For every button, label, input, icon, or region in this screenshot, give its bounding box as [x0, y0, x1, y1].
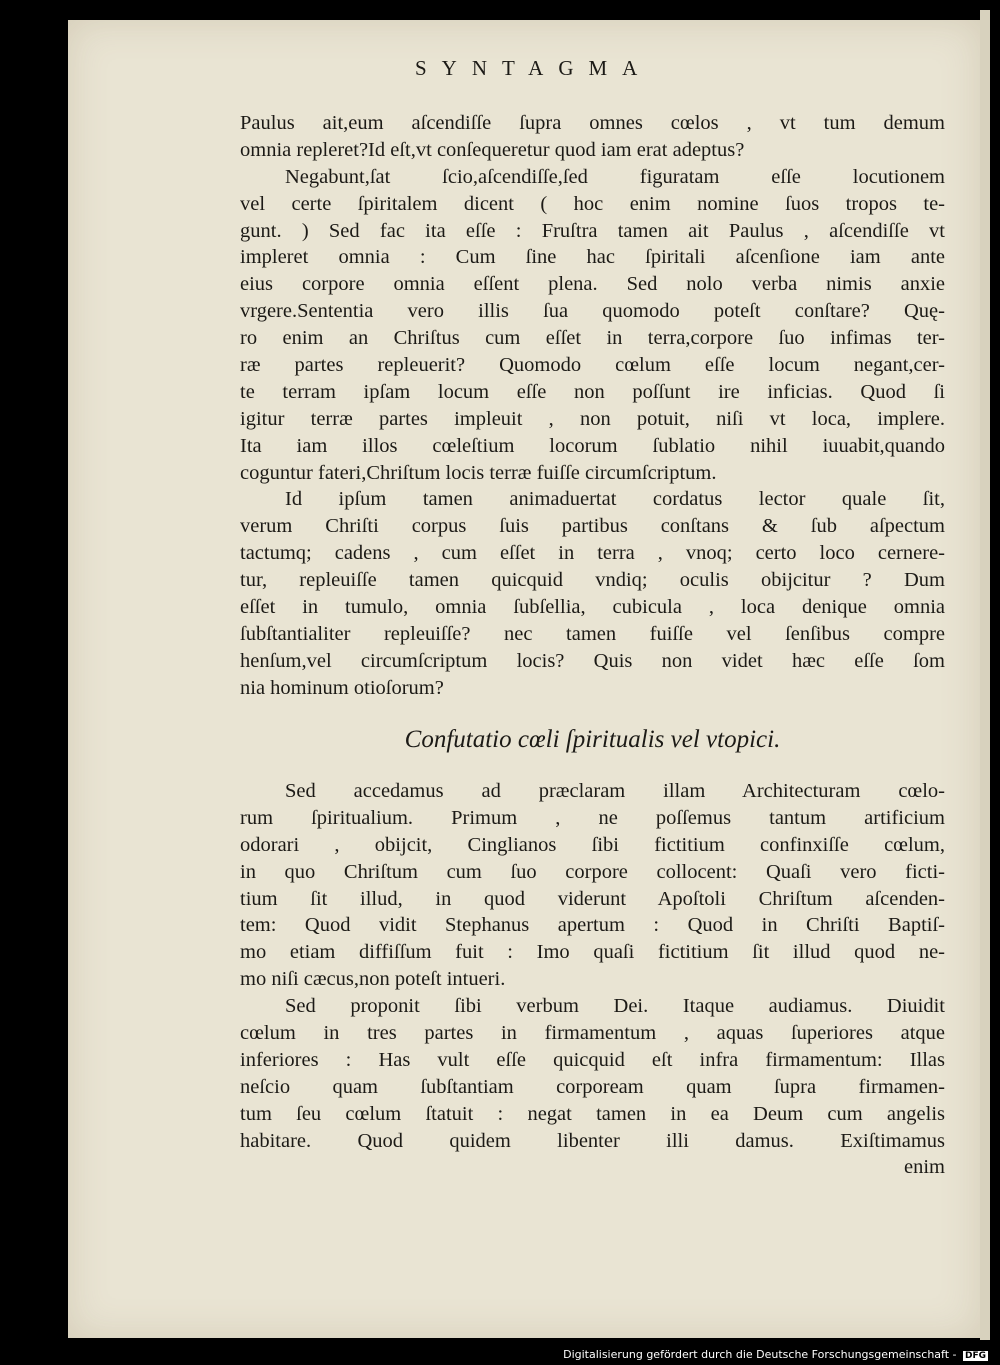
text-line: ſubſtantialiter repleuiſſe? nec tamen fuiſſe vel ſenſibus compre	[240, 622, 945, 645]
text-line: Id ipſum tamen animaduertat cordatus lector quale ſit,	[285, 488, 945, 511]
paragraph-block-1	[240, 110, 945, 702]
text-line: impleret omnia : Cum ſine hac ſpiritali aſcenſione iam ante	[240, 246, 945, 269]
footer-text: Digitalisierung gefördert durch die Deutsche Forschungsgemeinschaft -	[563, 1348, 957, 1361]
text-line: neſcio quam ſubſtantiam corpoream quam ſupra firmamen-	[240, 1075, 945, 1098]
text-line: ræ partes repleuerit? Quomodo cœlum eſſe locum negant,cer-	[240, 354, 945, 377]
text-line: eius corpore omnia eſſent plena. Sed nolo verba nimis anxie	[240, 273, 945, 296]
text-line: tium ſit illud, in quod viderunt Apoſtoli Chriſtum aſcenden-	[240, 887, 945, 910]
text-line: ro enim an Chriſtus cum eſſet in terra,corpore ſuo infimas ter-	[240, 327, 945, 350]
text-line: inferiores : Has vult eſſe quicquid eſt infra firmamentum: Illas	[240, 1048, 945, 1071]
text-line: cœlum in tres partes in firmamentum , aquas ſuperiores atque	[240, 1022, 945, 1045]
text-line: habitare. Quod quidem libenter illi damus. Exiſtimamus	[240, 1129, 945, 1152]
text-line: enim	[904, 1156, 945, 1179]
text-line: Negabunt,ſat ſcio,aſcendiſſe,ſed figuratam eſſe locutionem	[285, 165, 945, 188]
text-line: odorari , obijcit, Cinglianos ſibi fictitium confinxiſſe cœlum,	[240, 833, 945, 856]
text-line: te terram ipſam locum eſſe non poſſunt ire inficias. Quod ſi	[240, 380, 945, 403]
text-line: Sed proponit ſibi verbum Dei. Itaque audiamus. Diuidit	[285, 995, 945, 1018]
text-line: eſſet in tumulo, omnia ſubſellia, cubicula , loca denique omnia	[240, 596, 945, 619]
text-line: Paulus ait,eum aſcendiſſe ſupra omnes cœlos , vt tum demum	[240, 112, 945, 134]
text-line: in quo Chriſtum cum ſuo corpore collocent: Quaſi vero ficti-	[240, 860, 945, 883]
digitization-footer	[563, 1348, 988, 1361]
text-line: mo niſi cæcus,non poteſt intueri.	[240, 968, 506, 991]
text-line: omnia repleret?Id eſt,vt conſequeretur quod iam erat adeptus?	[240, 138, 745, 161]
text-line: Sed accedamus ad præclaram illam Architecturam cœlo-	[285, 780, 945, 802]
adjacent-page-edge	[980, 10, 990, 1340]
paragraph-block-2	[240, 778, 945, 1181]
text-line: henſum,vel circumſcriptum locis? Quis non videt hæc eſſe ſom	[240, 649, 945, 672]
dfg-logo: DFG	[964, 1351, 986, 1361]
text-line: verum Chriſti corpus ſuis partibus conſtans & ſub aſpectum	[240, 515, 945, 538]
text-line: mo etiam diffiſſum fuit : Imo quaſi fictitium ſit illud quod ne-	[240, 941, 945, 964]
running-head: SYNTAGMA	[415, 56, 653, 80]
text-line: Ita iam illos cœleſtium locorum ſublatio nihil iuuabit,quando	[240, 434, 945, 457]
text-line: nia hominum otioſorum?	[240, 676, 444, 699]
text-line: gunt. ) Sed fac ita eſſe : Fruſtra tamen ait Paulus , aſcendiſſe vt	[240, 219, 945, 242]
text-line: vrgere.Sententia vero illis ſua quomodo poteſt conſtare? Quę-	[240, 300, 945, 323]
text-line: rum ſpiritualium. Primum , ne poſſemus tantum artificium	[240, 806, 945, 829]
text-line: tur, repleuiſſe tamen quicquid vndiq; oculis obijcitur ? Dum	[240, 569, 945, 592]
text-line: tactumq; cadens , cum eſſet in terra , vnoq; certo loco cernere-	[240, 542, 945, 565]
text-line: vel certe ſpiritalem dicent ( hoc enim nomine ſuos tropos te-	[240, 192, 945, 215]
text-line: coguntur fateri,Chriſtum locis terræ fuiſſe circumſcriptum.	[240, 461, 717, 484]
section-heading: Confutatio cœli ſpiritualis vel vtopici.	[404, 726, 781, 753]
text-line: tem: Quod vidit Stephanus apertum : Quod in Chriſti Baptiſ-	[240, 914, 945, 937]
text-line: igitur terræ partes impleuit , non potuit, niſi vt loca, implere.	[240, 407, 945, 430]
text-line: tum ſeu cœlum ſtatuit : negat tamen in ea Deum cum angelis	[240, 1102, 945, 1125]
